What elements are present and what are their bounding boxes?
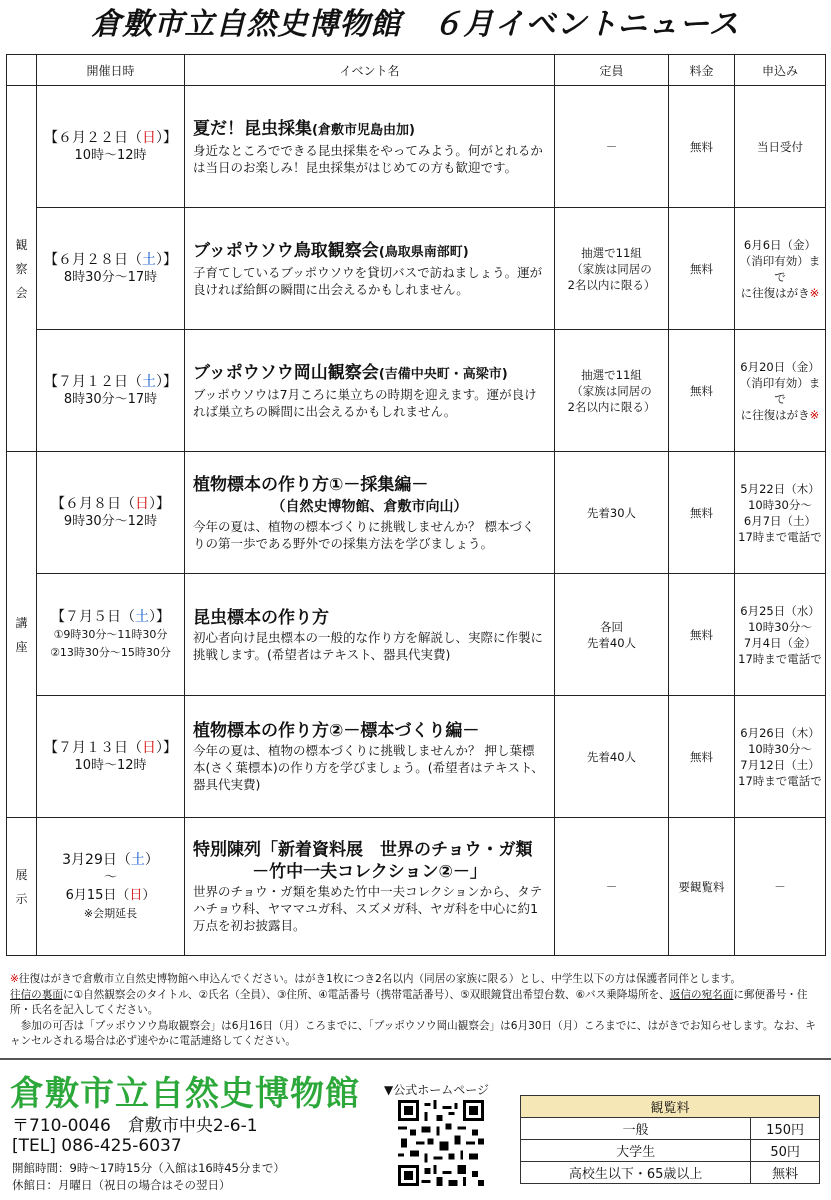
event-capacity: － <box>555 86 669 208</box>
event-capacity: 抽選で11組 （家族は同居の 2名以内に限る） <box>555 330 669 452</box>
event-location: (吉備中央町・高梁市) <box>378 366 508 382</box>
header-date: 開催日時 <box>37 55 185 86</box>
fee-label: 大学生 <box>521 1140 751 1162</box>
event-name-cont: （自然史博物館、倉敷市向山） <box>271 498 468 515</box>
event-fee: 無料 <box>669 86 735 208</box>
event-application: 6月25日（水） 10時30分～ 7月4日（金） 17時まで電話で <box>735 574 826 696</box>
event-time: ①9時30分～11時30分 ②13時30分～15時30分 <box>50 627 171 659</box>
event-description: 身近なところでできる昆虫採集をやってみよう。何がとれるかは当日のお楽しみ！昆虫採集がはじめての方も歓迎です。 <box>193 142 543 175</box>
period-sep: ～ <box>103 869 117 885</box>
telephone: [TEL] 086-425-6037 <box>12 1136 182 1156</box>
period-note: ※会期延長 <box>83 906 138 920</box>
event-time: 10時～12時 <box>74 757 147 773</box>
category-cell <box>7 818 37 956</box>
table-row <box>7 696 826 818</box>
closed-days: 休館日：月曜日（祝日の場合はその翌日） <box>12 1178 231 1192</box>
date-line <box>37 129 184 147</box>
event-capacity: 抽選で11組 （家族は同居の 2名以内に限る） <box>555 208 669 330</box>
event-name: 昆虫標本の作り方 <box>193 607 329 628</box>
event-application: 6月26日（木） 10時30分～ 7月12日（土） 17時まで電話で <box>735 696 826 818</box>
event-name: 植物標本の作り方②－標本づくり編－ <box>193 721 480 741</box>
qr-label: ▼公式ホームページ <box>384 1083 489 1097</box>
event-date <box>37 330 185 452</box>
date-line <box>37 608 184 626</box>
event-date <box>37 696 185 818</box>
page-title: 倉敷市立自然史博物館 ６月イベントニュース <box>91 7 740 42</box>
event-detail <box>185 696 555 818</box>
fee-price: 150円 <box>751 1118 820 1140</box>
event-description: 初心者向け昆虫標本の一般的な作り方を解説し、実際に作製に挑戦します。(希望者はテキスト、器具代実費) <box>193 629 544 662</box>
event-table <box>6 54 826 956</box>
table-row <box>7 574 826 696</box>
event-description: ブッポウソウは7月ころに巣立ちの時期を迎えます。運が良ければ巣立ちの瞬間に出会えるかもしれません。 <box>193 386 537 419</box>
table-row <box>7 86 826 208</box>
event-detail <box>185 452 555 574</box>
event-fee: 無料 <box>669 574 735 696</box>
category-char: 講 <box>15 615 28 630</box>
weekday: 土 <box>142 251 156 268</box>
museum-address <box>12 1116 258 1156</box>
fee-label: 高校生以下・65歳以上 <box>521 1162 751 1184</box>
weekday: 土 <box>142 373 156 390</box>
header-capacity: 定員 <box>555 55 669 86</box>
event-description: 今年の夏は、植物の標本づくりに挑戦しませんか？ 標本づくりの第一歩である野外での採集方法を学びましょう。 <box>193 518 535 551</box>
fee-label: 一般 <box>521 1118 751 1140</box>
category-char: 座 <box>15 639 28 654</box>
event-location: (倉敷市児島由加) <box>312 122 415 138</box>
date-line <box>37 495 184 513</box>
date-line <box>37 251 184 269</box>
category-char: 示 <box>15 891 28 906</box>
date-suffix: ） <box>144 851 159 868</box>
event-time <box>37 869 184 923</box>
admission-fee-table <box>520 1095 820 1184</box>
event-fee: 無料 <box>669 696 735 818</box>
event-time: 8時30分～17時 <box>63 391 158 407</box>
event-date <box>37 86 185 208</box>
table-header-row <box>7 55 826 86</box>
event-date <box>37 818 185 956</box>
date-prefix: 【７月１２日（ <box>44 373 142 390</box>
event-capacity: － <box>555 818 669 956</box>
event-date <box>37 208 185 330</box>
event-name: 植物標本の作り方①－採集編－ <box>193 474 429 495</box>
admission-title: 観覧料 <box>521 1096 820 1118</box>
event-time: 8時30分～17時 <box>63 269 158 285</box>
event-fee: 無料 <box>669 208 735 330</box>
event-application: － <box>735 818 826 956</box>
table-row <box>7 208 826 330</box>
header-blank <box>7 55 37 86</box>
event-detail <box>185 818 555 956</box>
date-suffix: ）】 <box>156 251 177 268</box>
category-char: 展 <box>15 867 28 882</box>
event-fee: 無料 <box>669 452 735 574</box>
category-char: 察 <box>15 261 28 276</box>
date-prefix: 【７月１３日（ <box>44 739 142 756</box>
date-line <box>37 373 184 391</box>
date-line <box>37 739 184 757</box>
event-name: 夏だ！昆虫採集(倉敷市児島由加) <box>193 118 415 139</box>
note-line-1: ※往復はがきで倉敷市立自然史博物館へ申込んでください。はがき1枚につき2名以内（同居の家族に限る）とし、中学生以下の方は保護者同伴とします。 <box>10 973 742 985</box>
header-fee: 料金 <box>669 55 735 86</box>
event-detail <box>185 330 555 452</box>
note-line-2: 往信の裏面に①自然観察会のタイトル、②氏名（全員）、③住所、④電話番号（携帯電話番号）、⑤双眼鏡貸出希望台数、⑥バス乗降場所を、返信の宛名面に郵便番号・住所・氏名を記入してください。 <box>10 988 808 1016</box>
qr-code-icon[interactable] <box>398 1100 484 1186</box>
date-suffix: ）】 <box>149 608 170 625</box>
event-fee: 無料 <box>669 330 735 452</box>
event-time: 9時30分～12時 <box>63 513 158 529</box>
weekday: 日 <box>142 739 156 756</box>
opening-hours: 開館時間：9時～17時15分（入館は16時45分まで） <box>12 1161 285 1175</box>
date-prefix: 【６月２８日（ <box>44 251 142 268</box>
event-time: 10時～12時 <box>74 147 147 163</box>
event-location: (鳥取県南部町) <box>378 244 469 260</box>
date-line <box>37 851 184 869</box>
date-suffix: ）】 <box>156 129 177 146</box>
event-name: 特別陳列「新着資料展 世界のチョウ・ガ類 <box>193 840 533 860</box>
fee-price: 50円 <box>751 1140 820 1162</box>
event-fee: 要観覧料 <box>669 818 735 956</box>
header-apply: 申込み <box>735 55 826 86</box>
event-description: 子育てしているブッポウソウを貸切バスで訪ねましょう。運が良ければ給餌の瞬間に出会えるかもしれません。 <box>193 264 543 297</box>
table-row <box>7 330 826 452</box>
postal-address: 〒710-0046 倉敷市中央2-6-1 <box>12 1116 258 1136</box>
date-suffix: ）】 <box>149 495 170 512</box>
date-prefix: 【７月５日（ <box>51 608 135 625</box>
event-capacity: 先着40人 <box>555 696 669 818</box>
event-detail <box>185 574 555 696</box>
event-date <box>37 452 185 574</box>
event-detail <box>185 208 555 330</box>
category-cell <box>7 452 37 818</box>
event-description: 世界のチョウ・ガ類を集めた竹中一夫コレクションから、タテハチョウ科、ヤママユガ科、スズメガ科、ヤガ科を中心に約1万点を初お披露目。 <box>193 884 543 933</box>
date-suffix: ）】 <box>156 739 177 756</box>
event-capacity: 各回 先着40人 <box>555 574 669 696</box>
event-name: ブッポウソウ岡山観察会(吉備中央町・高梁市) <box>193 362 508 383</box>
event-detail <box>185 86 555 208</box>
event-name-cont: －竹中一夫コレクション②－」 <box>252 862 487 882</box>
table-row <box>7 452 826 574</box>
header-event: イベント名 <box>185 55 555 86</box>
note-mark: ※ <box>809 407 820 422</box>
event-application: 6月6日（金） （消印有効）まで に往復はがき※ <box>735 208 826 330</box>
event-application: 6月20日（金） （消印有効）まで に往復はがき※ <box>735 330 826 452</box>
application-notes <box>10 972 822 1050</box>
event-date <box>37 574 185 696</box>
fee-price: 無料 <box>751 1162 820 1184</box>
footer-divider <box>0 1058 831 1060</box>
date-suffix: ）】 <box>156 373 177 390</box>
weekday: 土 <box>135 608 149 625</box>
event-description: 今年の夏は、植物の標本づくりに挑戦しませんか？ 押し葉標本(さく葉標本)の作り方を学びましょう。(希望者はテキスト、器具代実費) <box>193 743 544 792</box>
category-char: 観 <box>15 237 28 252</box>
event-application: 5月22日（木） 10時30分～ 6月7日（土） 17時まで電話で <box>735 452 826 574</box>
note-mark: ※ <box>809 285 820 300</box>
event-application: 当日受付 <box>735 86 826 208</box>
museum-logo: 倉敷市立自然史博物館 <box>10 1074 360 1114</box>
note-line-3: 参加の可否は「ブッポウソウ鳥取観察会」は6月16日（月）ころまでに、「ブッポウソウ岡山観察会」は6月30日（月）ころまでに、はがきでお知らせします。なお、キャンセルされる場合は必ず速やかに電話連絡してください。 <box>10 1019 816 1047</box>
event-capacity: 先着30人 <box>555 452 669 574</box>
date-prefix: 3月29日（ <box>62 851 131 868</box>
date-prefix: 【６月２２日（ <box>44 129 142 146</box>
category-char: 会 <box>15 285 28 300</box>
period-end: 6月15日（日） <box>65 887 156 903</box>
weekday: 日 <box>142 129 156 146</box>
table-row <box>7 818 826 956</box>
weekday: 土 <box>130 851 145 868</box>
weekday: 日 <box>129 887 143 903</box>
date-prefix: 【６月８日（ <box>51 495 135 512</box>
event-name: ブッポウソウ鳥取観察会(鳥取県南部町) <box>193 240 469 261</box>
category-cell <box>7 86 37 452</box>
museum-hours <box>12 1160 285 1194</box>
weekday: 日 <box>135 495 149 512</box>
